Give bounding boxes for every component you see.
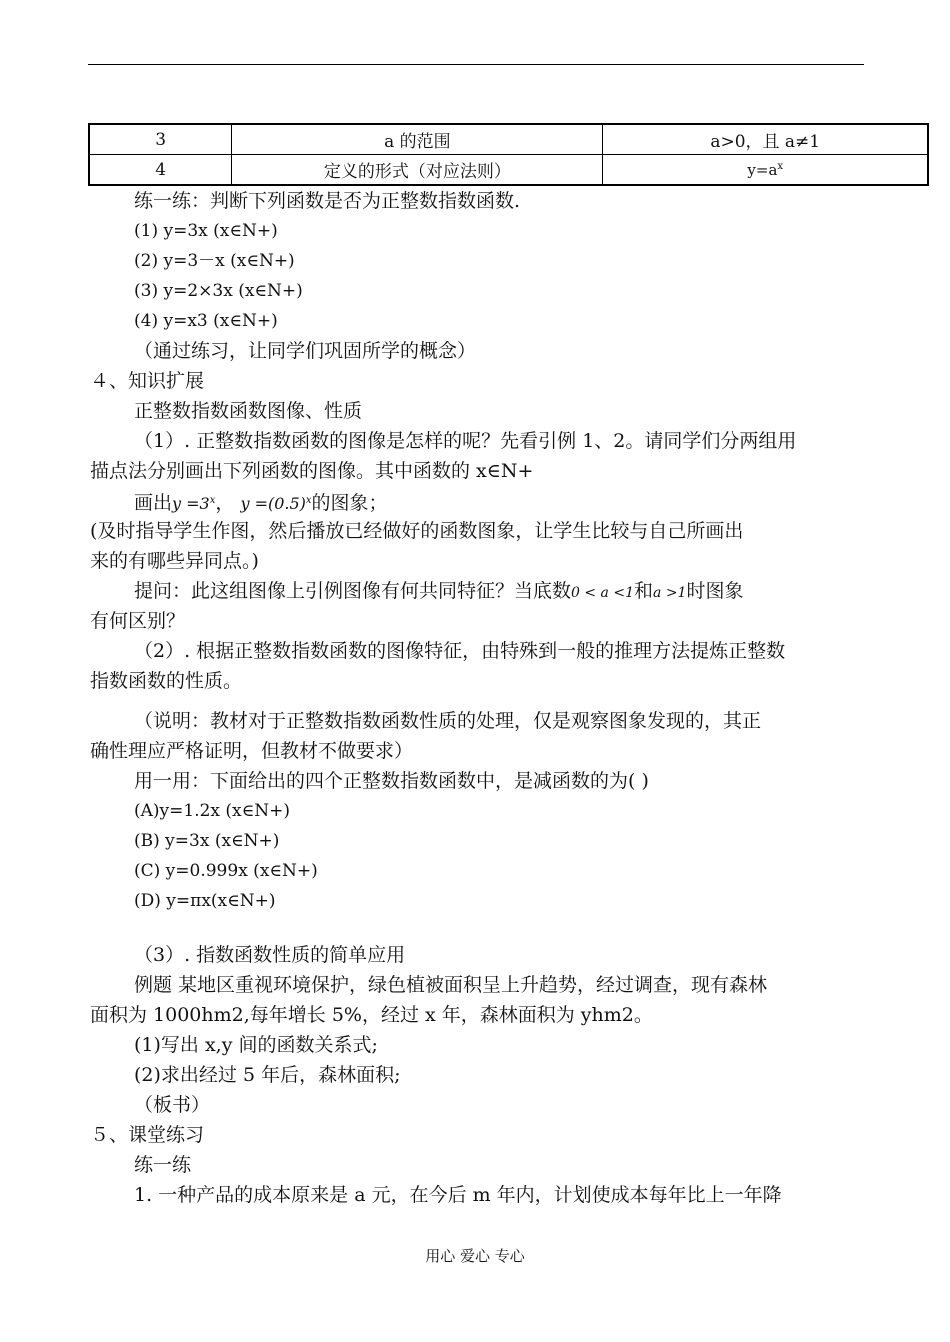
text-line: 画出$y =3^x$， $y =(0.5)^x$的图象；: [134, 492, 388, 514]
text-line: （通过练习，让同学们巩固所学的概念）: [134, 340, 477, 362]
option-line: (B) y=3x (x∈N+): [134, 831, 280, 851]
text-line: (1)写出 x,y 间的函数关系式;: [134, 1034, 378, 1056]
text-line: 面积为 1000hm2,每年增长 5%，经过 x 年，森林面积为 yhm2。: [90, 1004, 653, 1026]
section-heading: ５、课堂练习: [90, 1124, 205, 1146]
text-line: 提问：此这组图像上引例图像有何共同特征？当底数0 < a <1和a >1时图象: [134, 580, 744, 602]
text-line: 描点法分别画出下列函数的图像。其中函数的 x∈N+: [90, 460, 534, 482]
text-line: (1) y=3x (x∈N+): [134, 221, 278, 241]
table-row: [89, 155, 928, 186]
text-line: 练一练：判断下列函数是否为正整数指数函数.: [134, 190, 521, 212]
text-line: (3) y=2×3x (x∈N+): [134, 281, 303, 301]
text-line: 1. 一种产品的成本原来是 a 元，在今后 m 年内，计划使成本每年比上一年降: [134, 1184, 782, 1206]
table-cell-value: a>0，且 a≠1: [603, 124, 928, 155]
option-line: (D) y=πx(x∈N+): [134, 891, 276, 911]
option-line: (A)y=1.2x (x∈N+): [134, 801, 290, 821]
text-line: （3）. 指数函数性质的简单应用: [134, 944, 406, 966]
text-line: (及时指导学生作图，然后播放已经做好的函数图象，让学生比较与自己所画出: [90, 520, 744, 542]
text-line: （1）. 正整数指数函数的图像是怎样的呢？先看引例 1、2。请同学们分两组用: [134, 430, 797, 452]
formula: a >1: [653, 585, 687, 601]
text-line: （板书）: [134, 1094, 211, 1116]
table-cell-item: a 的范围: [232, 124, 603, 155]
text-line: 来的有哪些异同点。): [90, 550, 259, 572]
text-line: 用一用：下面给出的四个正整数指数函数中，是减函数的为( ): [134, 770, 649, 792]
header-rule: [88, 64, 864, 65]
text-line: (4) y=x3 (x∈N+): [134, 311, 278, 331]
text-line: (2)求出经过 5 年后，森林面积;: [134, 1064, 401, 1086]
table-cell-value: $y=a^x$: [603, 155, 928, 186]
text-line: 确性理应严格证明，但教材不做要求）: [90, 740, 414, 762]
text-line: （说明：教材对于正整数指数函数性质的处理，仅是观察图象发现的，其正: [134, 710, 762, 732]
text-line: 有何区别？: [90, 610, 186, 632]
table-cell-num: 3: [89, 124, 232, 155]
text-line: 正整数指数函数图像、性质: [134, 400, 363, 422]
page-footer: 用心 爱心 专心: [425, 1247, 525, 1265]
text-line: 练一练: [134, 1154, 192, 1176]
table-row: [89, 124, 928, 155]
definition-table: [88, 123, 929, 186]
formula: $y =(0.5)^x$: [240, 494, 312, 513]
option-line: (C) y=0.999x (x∈N+): [134, 861, 318, 881]
table-cell-item: 定义的形式（对应法则）: [232, 155, 603, 186]
section-heading: ４、知识扩展: [90, 370, 205, 392]
text-line: (2) y=3－x (x∈N+): [134, 251, 295, 271]
formula: 0 < a <1: [571, 585, 634, 601]
text-line: 指数函数的性质。: [90, 670, 243, 692]
text-line: （2）. 根据正整数指数函数的图像特征，由特殊到一般的推理方法提炼正整数: [134, 640, 786, 662]
table-cell-num: 4: [89, 155, 232, 186]
text-line: 例题 某地区重视环境保护，绿色植被面积呈上升趋势，经过调查，现有森林: [134, 974, 768, 996]
formula: $y =3^x$: [172, 494, 216, 513]
